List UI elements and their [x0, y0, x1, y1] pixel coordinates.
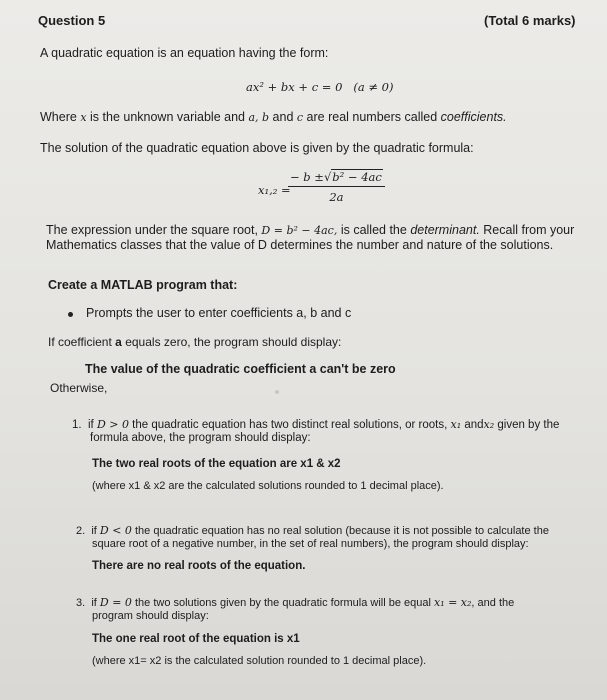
bullet-icon — [68, 312, 73, 317]
zero-condition: If coefficient a equals zero, the program should display: — [48, 335, 342, 349]
task-heading: Create a MATLAB program that: — [48, 278, 238, 292]
quadratic-equation: ax² + bx + c = 0 (a ≠ 0) — [246, 80, 394, 94]
zero-message: The value of the quadratic coefficient a can't be zero — [85, 362, 396, 376]
formula-sqrt: b² − 4ac — [332, 170, 382, 184]
item-1-line-2: formula above, the program should display: — [90, 432, 311, 444]
formula-denominator: 2a — [329, 190, 344, 204]
smudge-dot — [275, 390, 279, 394]
item-3-message: The one real root of the equation is x1 — [92, 633, 300, 645]
item-3-note: (where x1= x2 is the calculated solution rounded to 1 decimal place). — [92, 655, 427, 667]
total-marks: (Total 6 marks) — [484, 13, 576, 28]
intro-paragraph: A quadratic equation is an equation having the form: — [40, 46, 329, 60]
formula-intro: The solution of the quadratic equation above is given by the quadratic formula: — [40, 141, 474, 155]
item-2-line-2: square root of a negative number, in the set of real numbers), the program should display: — [92, 538, 529, 550]
determinant-line-2: Mathematics classes that the value of D determines the number and nature of the solutions. — [46, 238, 554, 252]
item-1-line-1: 1. if D > 0 the quadratic equation has two distinct real solutions, or roots, x₁ andx₂ given by the — [72, 418, 560, 431]
quadratic-formula: $\frac{\text{− b ±√b² − 4ac}}{2a}$ — [288, 170, 385, 204]
item-1-note: (where x1 & x2 are the calculated solutions rounded to 1 decimal place). — [92, 480, 444, 492]
where-line: Where x is the unknown variable and a, b and c are real numbers called coefficients. — [40, 110, 507, 124]
item-3-line-1: 3. if D = 0 the two solutions given by the quadratic formula will be equal x₁ = x₂, and the — [76, 596, 515, 609]
item-2-message: There are no real roots of the equation. — [92, 560, 306, 572]
question-title: Question 5 — [38, 13, 106, 28]
item-1-message: The two real roots of the equation are x1 & x2 — [92, 458, 341, 470]
item-2-line-1: 2. if D < 0 the quadratic equation has no real solution (because it is not possible to calculate the — [76, 524, 549, 537]
item-3-line-2: program should display: — [92, 610, 209, 622]
otherwise-label: Otherwise, — [50, 381, 108, 395]
formula-lhs: x₁,₂ = — [258, 183, 291, 197]
determinant-line-1: The expression under the square root, D = b² − 4ac, is called the determinant. Recall from your — [46, 223, 575, 237]
bullet-item: Prompts the user to enter coefficients a, b and c — [86, 306, 352, 320]
